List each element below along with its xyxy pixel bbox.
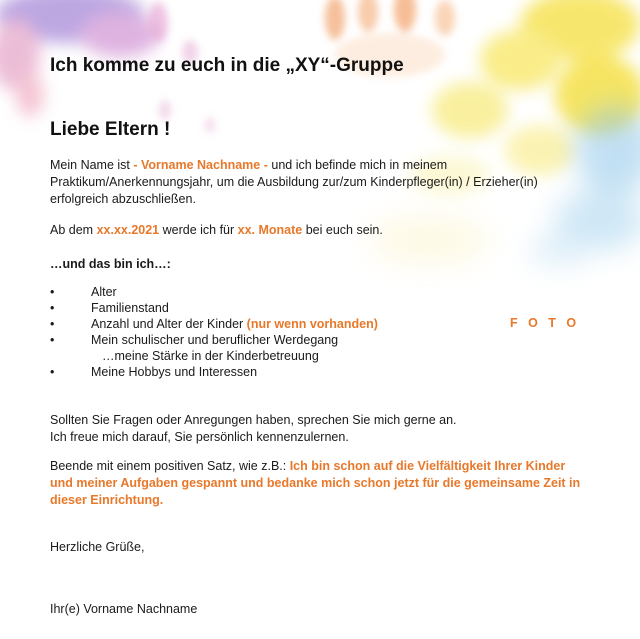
questions-line-2: Ich freue mich darauf, Sie persönlich kennenzulernen. [50,430,349,444]
intro-text-start: Mein Name ist [50,158,134,172]
children-note: (nur wenn vorhanden) [246,317,378,331]
closing-greeting: Herzliche Grüße, [50,540,145,554]
page-title: Ich komme zu euch in die „XY“-Gruppe [50,55,404,76]
children-text: Anzahl und Alter der Kinder [91,317,247,331]
list-item-marital-status: Familienstand [91,301,169,315]
intro-paragraph [50,157,570,208]
signature-line: Ihr(e) Vorname Nachname [50,602,198,616]
photo-placeholder-label: F O T O [510,316,580,330]
start-text-1: Ab dem [50,223,97,237]
start-text-2: werde ich für [159,223,238,237]
closing-example: Ich bin schon auf die Vielfältigkeit Ihrer Kinder und meiner Aufgaben gespannt und bedanke mich schon jetzt für die gemeinsame Zeit in dieser Einrichtung. [50,459,581,507]
list-item-career: Mein schulischer und beruflicher Werdegang [91,333,339,347]
bullet-icon: • [50,301,55,315]
questions-line-1: Sollten Sie Fragen oder Anregungen haben, sprechen Sie mich gerne an. [50,413,457,427]
date-placeholder: xx.xx.2021 [96,223,160,237]
list-item-children [91,316,378,332]
months-placeholder: xx. Monate [237,223,303,237]
bullet-icon: • [50,365,55,379]
bullet-icon: • [50,333,55,347]
bullet-icon: • [50,317,55,331]
list-item-strength: …meine Stärke in der Kinderbetreuung [102,349,319,363]
closing-hint-text: Beende mit einem positiven Satz, wie z.B.: [50,459,290,473]
start-date-paragraph [50,222,383,239]
start-text-3: bei euch sein. [302,223,383,237]
about-me-heading: …und das bin ich…: [50,257,171,271]
greeting-heading: Liebe Eltern ! [50,119,171,140]
name-placeholder: - Vorname Nachname - [133,158,268,172]
questions-paragraph [50,412,457,446]
intro-text-end: und ich befinde mich in meinem Praktikum/Anerkennungsjahr, um die Ausbildung zur/zum Kinderpfleger(in) / Erzieher(in) erfolgreich abzuschließen. [50,158,538,206]
list-item-hobbies: Meine Hobbys und Interessen [91,365,258,379]
closing-hint-paragraph [50,458,590,509]
bullet-icon: • [50,285,55,299]
list-item-age: Alter [91,285,117,299]
